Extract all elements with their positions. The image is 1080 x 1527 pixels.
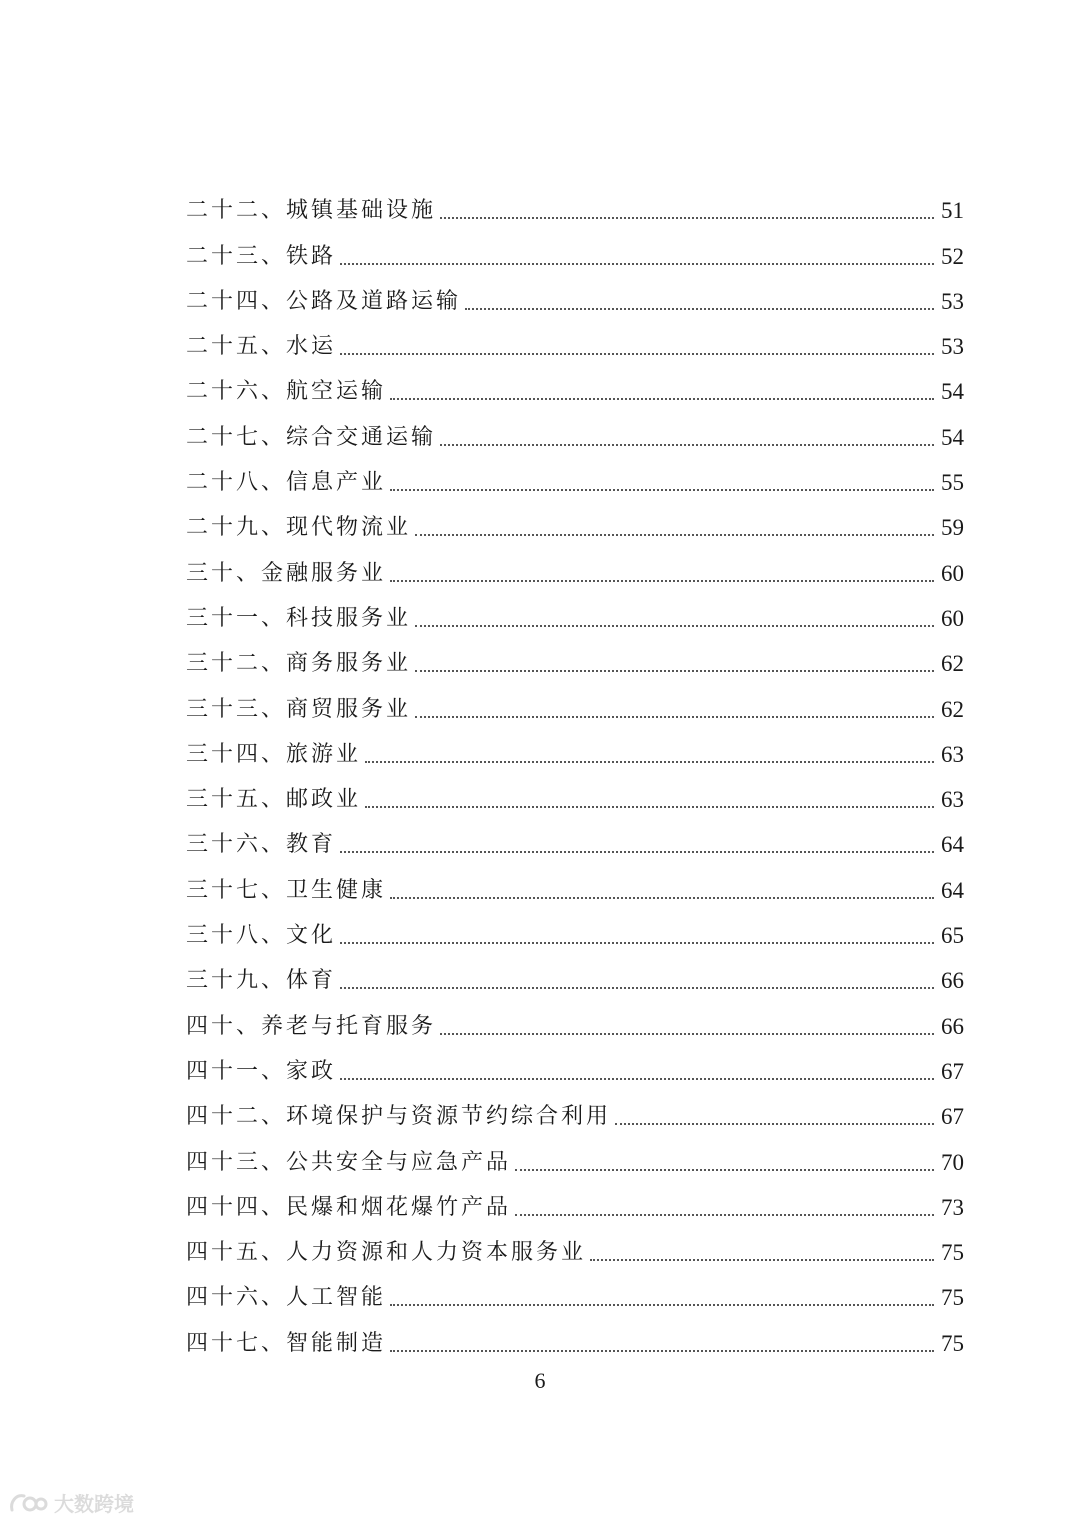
watermark [8,1488,134,1517]
toc-entry[interactable] [186,1092,964,1137]
toc-entry-page: 75 [941,1330,964,1356]
page-number: 6 [534,1368,546,1393]
toc-entry[interactable] [186,865,964,910]
toc-entry-page: 64 [941,877,964,903]
toc-dot-leader [415,625,934,627]
toc-entry-page: 65 [941,923,964,949]
toc-dot-leader [390,489,934,491]
toc-entry-title: 三十二、商务服务业 [186,651,412,677]
toc-entry-title: 三十三、商贸服务业 [186,696,412,722]
toc-entry[interactable] [186,1137,964,1182]
toc-entry[interactable] [186,1228,964,1273]
toc-entry-title: 三十四、旅游业 [186,741,362,767]
toc-dot-leader [615,1123,934,1125]
toc-entry-title: 二十五、水运 [186,334,337,360]
toc-entry-page: 59 [941,515,964,541]
toc-entry[interactable] [186,1047,964,1092]
toc-dot-leader [415,670,934,672]
toc-dot-leader [340,851,934,853]
toc-dot-leader [390,1304,934,1306]
toc-entry[interactable] [186,775,964,820]
toc-dot-leader [465,308,934,310]
toc-entry[interactable] [186,412,964,457]
toc-entry-page: 51 [941,198,964,224]
toc-entry-page: 52 [941,243,964,269]
toc-entry[interactable] [186,730,964,775]
toc-dot-leader [340,1078,934,1080]
toc-entry-title: 四十三、公共安全与应急产品 [186,1149,512,1175]
toc-entry-title: 三十一、科技服务业 [186,605,412,631]
toc-entry[interactable] [186,1273,964,1318]
toc-entry-title: 三十八、文化 [186,923,337,949]
toc-dot-leader [415,534,934,536]
toc-entry-title: 四十五、人力资源和人力资本服务业 [186,1240,587,1266]
toc-entry-title: 三十九、体育 [186,968,337,994]
toc-entry-title: 二十九、现代物流业 [186,515,412,541]
toc-entry[interactable] [186,322,964,367]
toc-dot-leader [515,1214,934,1216]
toc-entry-title: 四十二、环境保护与资源节约综合利用 [186,1104,612,1130]
toc-entry[interactable] [186,594,964,639]
toc-dot-leader [390,580,934,582]
toc-entry-title: 三十七、卫生健康 [186,877,387,903]
toc-entry-page: 53 [941,334,964,360]
toc-entry[interactable] [186,503,964,548]
toc-entry-page: 67 [941,1104,964,1130]
toc-entry-title: 四十、养老与托育服务 [186,1013,437,1039]
toc-entry-page: 66 [941,1013,964,1039]
toc-dot-leader [390,398,934,400]
brand-logo-icon [8,1490,48,1516]
toc-entry-page: 54 [941,379,964,405]
toc-dot-leader [440,444,934,446]
watermark-text: 大数跨境 [54,1492,134,1516]
toc-entry-title: 四十六、人工智能 [186,1285,387,1311]
toc-entry-page: 67 [941,1058,964,1084]
toc-entry-page: 55 [941,470,964,496]
toc-entry[interactable] [186,277,964,322]
toc-entry[interactable] [186,231,964,276]
toc-dot-leader [340,942,934,944]
toc-entry-page: 75 [941,1240,964,1266]
toc-entry-page: 62 [941,696,964,722]
toc-entry-title: 四十一、家政 [186,1058,337,1084]
toc-entry-page: 62 [941,651,964,677]
toc-entry[interactable] [186,548,964,593]
toc-entry[interactable] [186,458,964,503]
toc-entry[interactable] [186,911,964,956]
toc-entry[interactable] [186,956,964,1001]
toc-entry[interactable] [186,1318,964,1363]
toc-entry-title: 二十六、航空运输 [186,379,387,405]
toc-dot-leader [390,897,934,899]
toc-entry-title: 二十三、铁路 [186,243,337,269]
toc-dot-leader [440,1033,934,1035]
toc-entry-page: 70 [941,1149,964,1175]
toc-entry-title: 三十五、邮政业 [186,787,362,813]
toc-entry-title: 三十、金融服务业 [186,560,387,586]
toc-dot-leader [590,1259,934,1261]
toc-entry-page: 60 [941,560,964,586]
toc-entry-page: 66 [941,968,964,994]
toc-entry[interactable] [186,684,964,729]
toc-entry-page: 53 [941,288,964,314]
toc-entry-page: 63 [941,741,964,767]
toc-entry[interactable] [186,367,964,412]
toc-entry[interactable] [186,639,964,684]
toc-entry-page: 60 [941,605,964,631]
toc-entry-page: 75 [941,1285,964,1311]
toc-entry-page: 73 [941,1194,964,1220]
toc-dot-leader [340,353,934,355]
toc-dot-leader [340,263,934,265]
toc-entry-title: 二十四、公路及道路运输 [186,288,462,314]
toc-entry-title: 二十二、城镇基础设施 [186,198,437,224]
toc-entry-title: 四十七、智能制造 [186,1330,387,1356]
toc-dot-leader [365,761,934,763]
toc-entry[interactable] [186,186,964,231]
toc-entry[interactable] [186,820,964,865]
toc-dot-leader [415,716,934,718]
toc-entry-page: 63 [941,787,964,813]
table-of-contents [186,186,964,1364]
toc-dot-leader [390,1350,934,1352]
toc-entry[interactable] [186,1183,964,1228]
toc-entry-title: 四十四、民爆和烟花爆竹产品 [186,1194,512,1220]
toc-dot-leader [340,987,934,989]
toc-entry[interactable] [186,1001,964,1046]
toc-entry-page: 54 [941,424,964,450]
toc-entry-title: 二十七、综合交通运输 [186,424,437,450]
toc-entry-title: 三十六、教育 [186,832,337,858]
toc-entry-title: 二十八、信息产业 [186,470,387,496]
toc-dot-leader [365,806,934,808]
toc-dot-leader [440,217,934,219]
toc-dot-leader [515,1169,934,1171]
toc-entry-page: 64 [941,832,964,858]
